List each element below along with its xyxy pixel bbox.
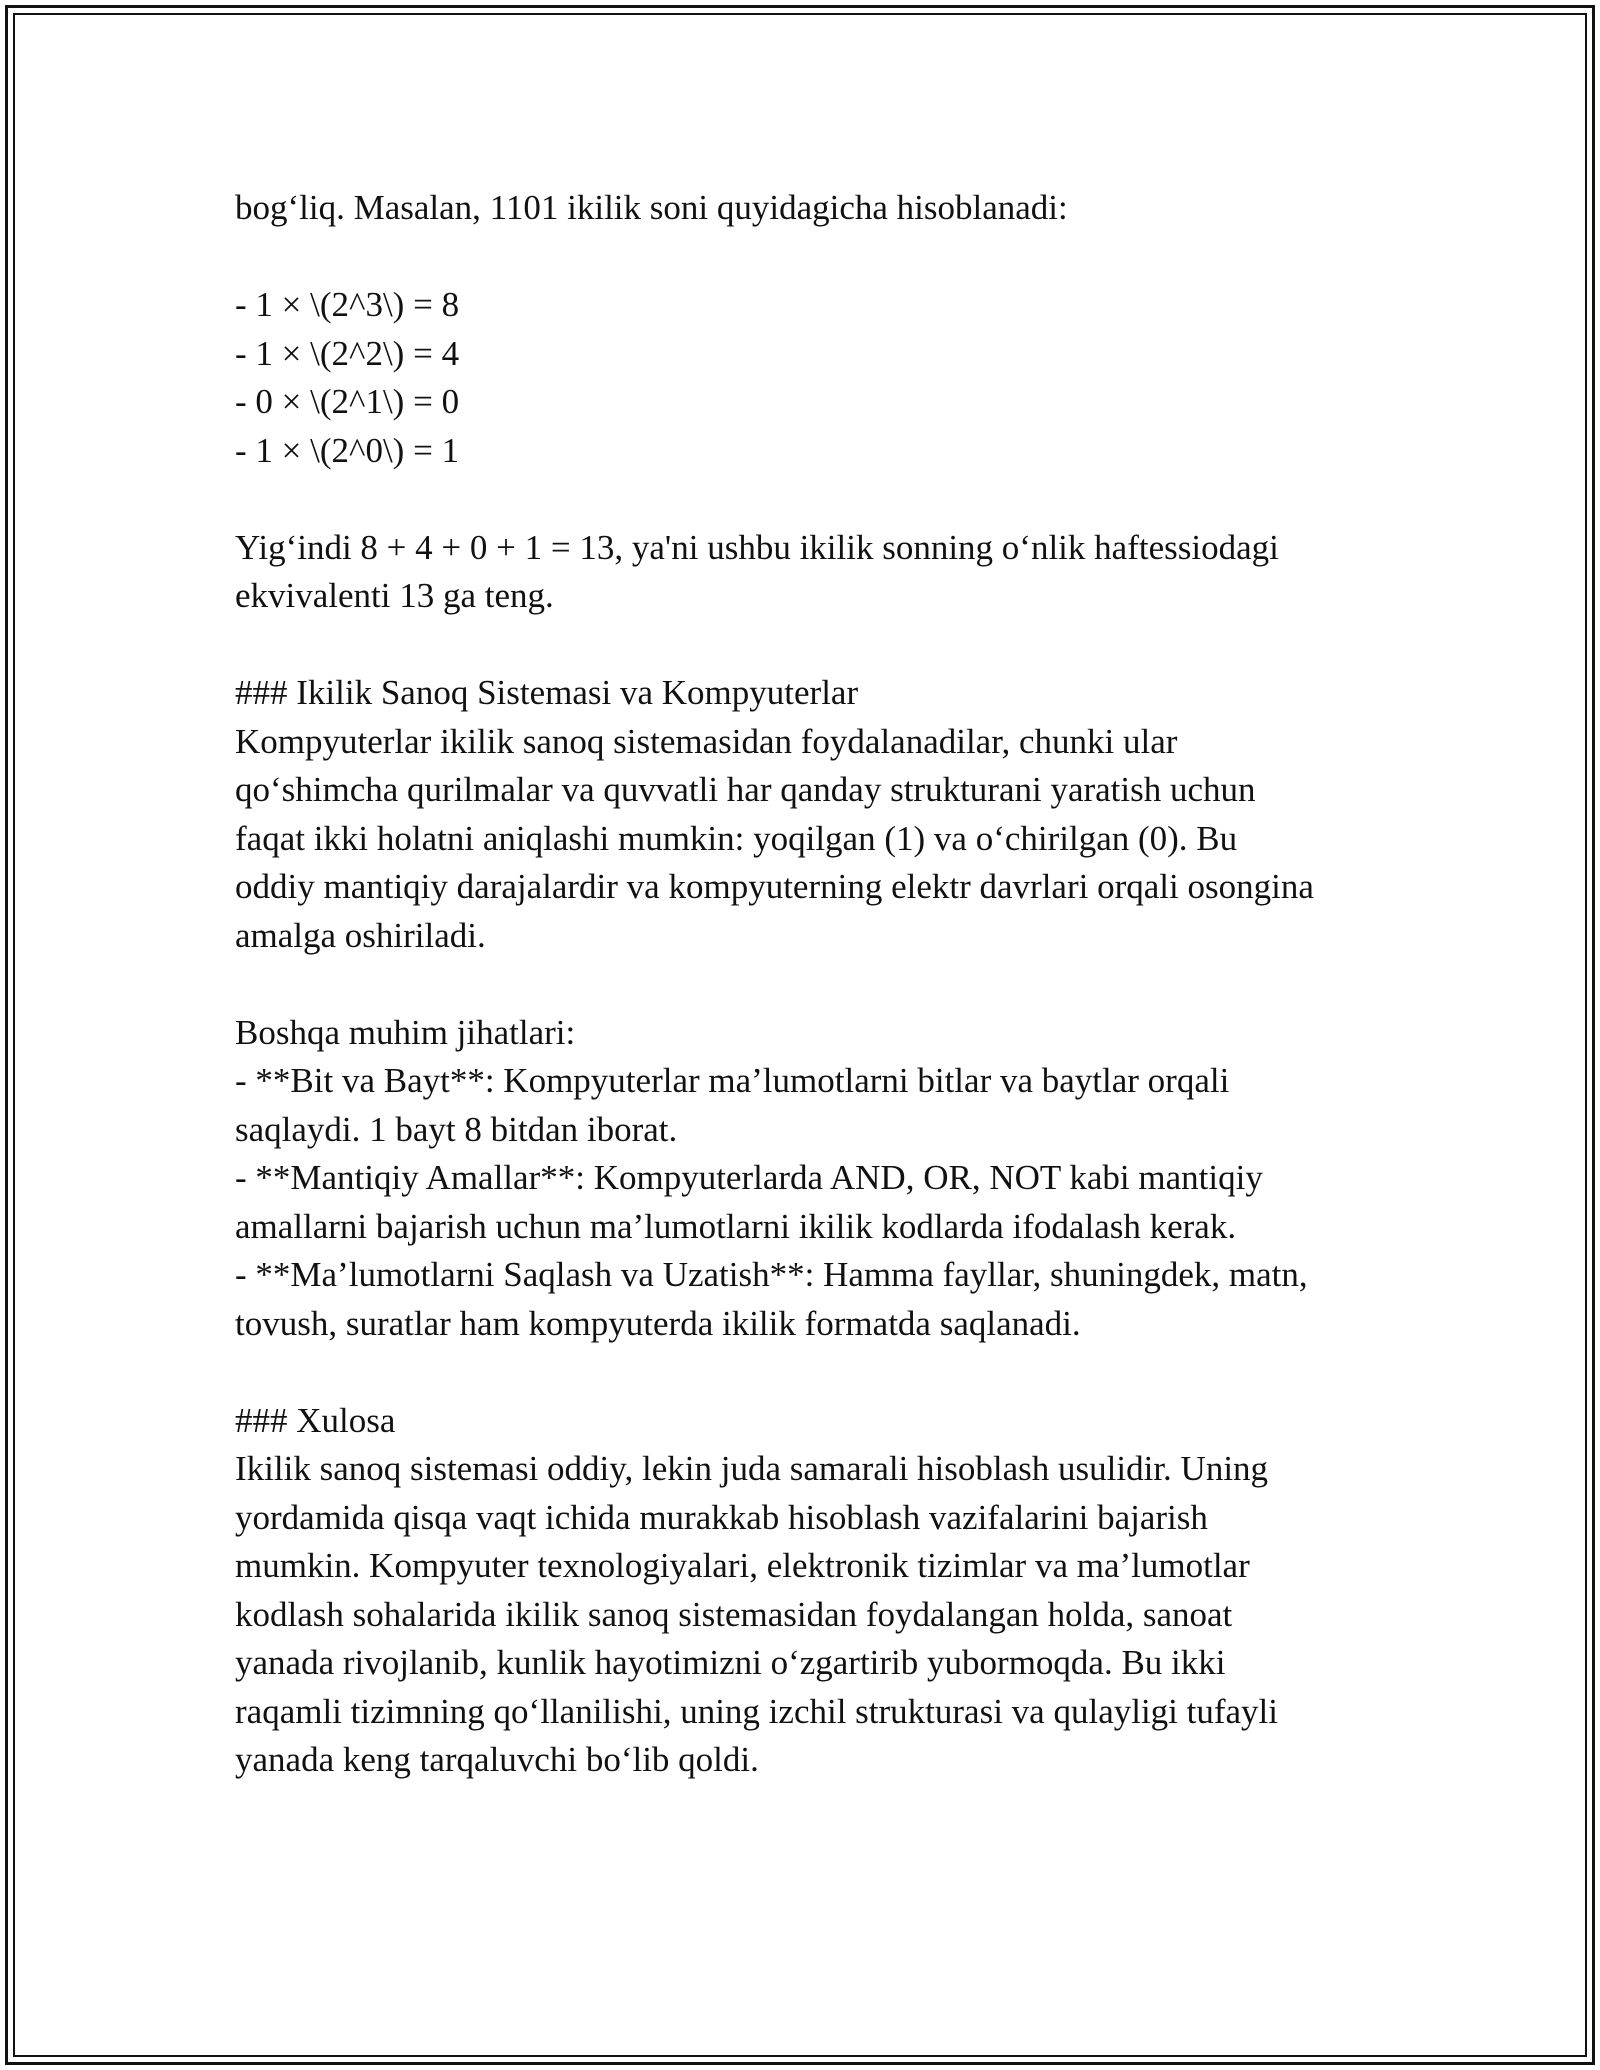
section-body-line: kodlash sohalarida ikilik sanoq sistemasidan foydalangan holda, sanoat bbox=[235, 1594, 1233, 1634]
calc-step: - 0 × \(2^1\) = 0 bbox=[235, 382, 460, 421]
section-body-line: amalga oshiriladi. bbox=[235, 915, 486, 955]
sum-line: ekvivalenti 13 ga teng. bbox=[235, 576, 554, 615]
blank-line bbox=[235, 1348, 1385, 1397]
section-body-line: raqamli tizimning qo‘llanilishi, uning izchil strukturasi va qulayligi tufayli bbox=[235, 1691, 1279, 1731]
aspects-line: - **Mantiqiy Amallar**: Kompyuterlarda AND, OR, NOT kabi mantiqiy bbox=[235, 1158, 1263, 1197]
blank-line bbox=[235, 233, 1385, 282]
aspects-line: saqlaydi. 1 bayt 8 bitdan iborat. bbox=[235, 1109, 678, 1149]
section-body-line: faqat ikki holatni aniqlashi mumkin: yoqilgan (1) va o‘chirilgan (0). Bu bbox=[235, 818, 1238, 858]
blank-line bbox=[235, 960, 1385, 1009]
aspects-line: tovush, suratlar ham kompyuterda ikilik formatda saqlanadi. bbox=[235, 1303, 1081, 1343]
aspects-line: - **Ma’lumotlarni Saqlash va Uzatish**: Hamma fayllar, shuningdek, matn, bbox=[235, 1255, 1308, 1294]
calc-step: - 1 × \(2^2\) = 4 bbox=[235, 333, 460, 373]
calc-step: - 1 × \(2^0\) = 1 bbox=[235, 430, 460, 470]
calc-step: - 1 × \(2^3\) = 8 bbox=[235, 285, 460, 324]
sum-line: Yig‘indi 8 + 4 + 0 + 1 = 13, ya'ni ushbu ikilik sonning o‘nlik haftessiodagi bbox=[235, 527, 1279, 567]
section-body-line: yanada keng tarqaluvchi bo‘lib qoldi. bbox=[235, 1740, 759, 1779]
section-body-line: oddiy mantiqiy darajalardir va kompyuterning elektr davrlari orqali osongina bbox=[235, 867, 1314, 906]
section-body-line: mumkin. Kompyuter texnologiyalari, elektronik tizimlar va ma’lumotlar bbox=[235, 1546, 1250, 1585]
blank-line bbox=[235, 475, 1385, 524]
section-body-line: Kompyuterlar ikilik sanoq sistemasidan foydalanadilar, chunki ular bbox=[235, 721, 1178, 761]
aspects-line: amallarni bajarish uchun ma’lumotlarni ikilik kodlarda ifodalash kerak. bbox=[235, 1206, 1237, 1246]
section-heading: ### Xulosa bbox=[235, 1400, 396, 1440]
aspects-line: - **Bit va Bayt**: Kompyuterlar ma’lumotlarni bitlar va baytlar orqali bbox=[235, 1061, 1230, 1100]
blank-line bbox=[235, 621, 1385, 670]
aspects-line: Boshqa muhim jihatlari: bbox=[235, 1012, 576, 1052]
section-heading: ### Ikilik Sanoq Sistemasi va Kompyuterlar bbox=[235, 673, 859, 712]
section-body-line: Ikilik sanoq sistemasi oddiy, lekin juda samarali hisoblash usulidir. Uning bbox=[235, 1449, 1269, 1488]
intro-line: bog‘liq. Masalan, 1101 ikilik soni quyidagicha hisoblanadi: bbox=[235, 188, 1068, 227]
section-body-line: yanada rivojlanib, kunlik hayotimizni o‘zgartirib yubormoqda. Bu ikki bbox=[235, 1643, 1226, 1682]
section-body-line: qo‘shimcha qurilmalar va quvvatli har qanday strukturani yaratish uchun bbox=[235, 770, 1256, 809]
section-body-line: yordamida qisqa vaqt ichida murakkab hisoblash vazifalarini bajarish bbox=[235, 1497, 1208, 1537]
document-body bbox=[235, 184, 1385, 1785]
